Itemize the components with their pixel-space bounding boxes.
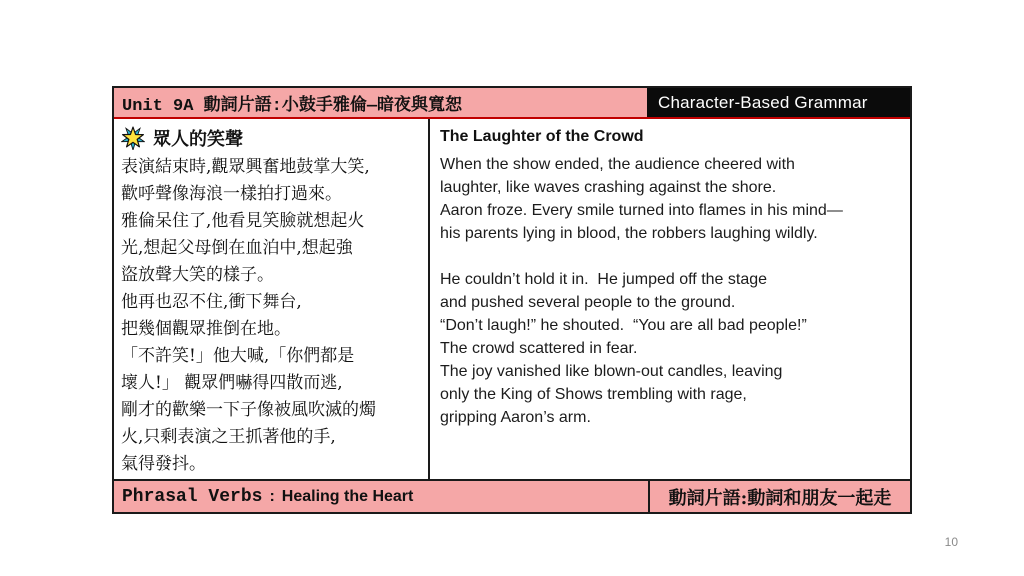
english-story-cell — [430, 119, 910, 479]
table-body-row — [114, 119, 910, 479]
text-line: When the show ended, the audience cheered with — [440, 156, 795, 173]
unit-title: Unit 9A 動詞片語:小鼓手雅倫—暗夜與寬恕 — [122, 96, 463, 116]
text-line: 「不許笑!」他大喊,「你們都是 — [121, 346, 355, 366]
chinese-story-cell — [114, 119, 430, 479]
next-unit-title: Healing the Heart — [281, 487, 414, 505]
text-line: 盜放聲大笑的樣子。 — [121, 265, 274, 285]
text-line: He couldn’t hold it in. He jumped off the stage — [440, 271, 768, 288]
text-line: 雅倫呆住了,他看見笑臉就想起火 — [121, 211, 365, 231]
text-line: laughter, like waves crashing against the shore. — [440, 179, 777, 196]
text-line: The joy vanished like blown-out candles, leaving — [440, 363, 783, 380]
english-story-text — [440, 153, 902, 429]
text-line: 把幾個觀眾推倒在地。 — [121, 319, 291, 339]
text-line: 歡呼聲像海浪一樣拍打過來。 — [121, 184, 342, 204]
footer-separator: : — [269, 487, 275, 505]
chinese-story-title: 眾人的笑聲 — [153, 129, 243, 150]
text-line: 氣得發抖。 — [121, 454, 206, 474]
text-line: 剛才的歡樂一下子像被風吹滅的燭 — [121, 400, 376, 420]
english-story-title: The Laughter of the Crowd — [440, 128, 644, 145]
unit-title-cell — [114, 88, 647, 117]
text-line: gripping Aaron’s arm. — [440, 409, 591, 426]
chinese-title-row — [121, 124, 424, 152]
text-line: only the King of Shows trembling with rage, — [440, 386, 747, 403]
text-line: 光,想起父母倒在血泊中,想起強 — [121, 238, 353, 258]
text-line: “Don’t laugh!” he shouted. “You are all bad people!” — [440, 317, 807, 334]
table-footer-row — [114, 479, 910, 512]
text-line — [440, 245, 902, 268]
next-unit-cell — [114, 481, 650, 512]
text-line: 表演結束時,觀眾興奮地鼓掌大笑, — [121, 157, 370, 177]
grammar-label: Character-Based Grammar — [658, 92, 868, 112]
chinese-story-text — [121, 154, 424, 478]
text-line: Aaron froze. Every smile turned into flames in his mind— — [440, 202, 843, 219]
grammar-table — [112, 86, 912, 514]
footer-right-cell — [650, 481, 910, 512]
text-line: and pushed several people to the ground. — [440, 294, 736, 311]
grammar-label-cell — [647, 88, 910, 117]
text-line: 壞人!」 觀眾們嚇得四散而逃, — [121, 373, 343, 393]
page-number: 10 — [944, 535, 958, 549]
footer-right-label: 動詞片語:動詞和朋友一起走 — [668, 487, 892, 509]
star-burst-icon — [121, 126, 145, 150]
text-line: 火,只剩表演之王抓著他的手, — [121, 427, 336, 447]
text-line: his parents lying in blood, the robbers laughing wildly. — [440, 225, 818, 242]
text-line: 他再也忍不住,衝下舞台, — [121, 292, 302, 312]
table-header-row — [114, 88, 910, 119]
text-line: The crowd scattered in fear. — [440, 340, 638, 357]
phrasal-verbs-label: Phrasal Verbs — [122, 486, 263, 507]
